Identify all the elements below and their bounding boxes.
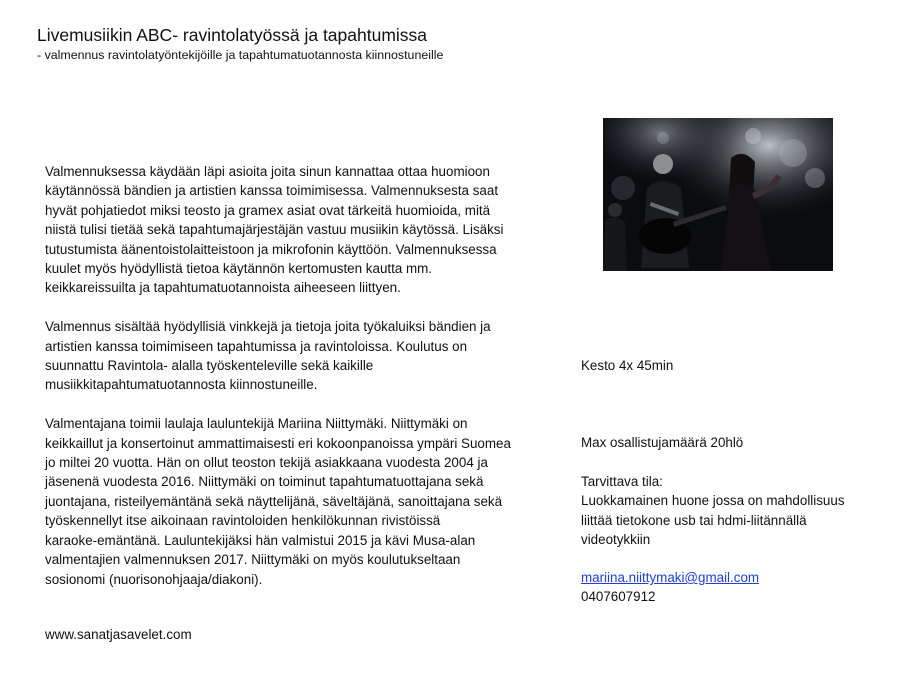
space-line: Luokkamainen huone jossa on mahdollisuus <box>581 493 845 509</box>
space-title: Tarvittava tila: <box>581 474 663 489</box>
text-line: artistien kanssa toimimiseen tapahtumissa ja ravintoloissa. Koulutus on <box>45 338 468 354</box>
text-line: Valmennuksessa käydään läpi asioita joita sinun kannattaa ottaa huomioon <box>45 164 490 179</box>
text-line: niistä tulisi tietää sekä tapahtumajärjestäjän vastuu musiikin käytössä. Lisäksi <box>45 222 504 238</box>
max-participants-text: Max osallistujamäärä 20hlö <box>581 435 744 450</box>
text-line: Valmennus sisältää hyödyllisiä vinkkejä ja tietoja joita työkaluiksi bändien ja <box>45 319 491 335</box>
email-link[interactable]: mariina.niittymaki@gmail.com <box>581 570 760 585</box>
main-text <box>45 162 545 608</box>
text-line: jäsenenä vuodesta 2016. Niittymäki on toiminut tapahtumatuottajana sekä <box>45 474 484 490</box>
text-line: keikkaillut ja konsertoinut ammattimaisesti eri kokoonpanoissa ympäri Suomea <box>45 435 511 451</box>
space-line: videotykkiin <box>581 532 651 548</box>
paragraph-contents <box>45 317 545 395</box>
text-line: käytännössä bändien ja artistien kanssa toimimisessa. Valmennuksesta saat <box>45 183 499 199</box>
website-link[interactable]: www.sanatjasavelet.com <box>45 627 192 642</box>
text-line: musiikkitapahtumatuotannosta kiinnostuneille. <box>45 377 318 393</box>
text-line: kuulet myös hyödyllistä tietoa käytännön kertomusten kautta mm. <box>45 261 433 277</box>
duration-text: Kesto 4x 45min <box>581 358 674 373</box>
paragraph-intro <box>45 162 545 298</box>
text-line: työskennellyt itse aikoinaan ravintoloiden henkilökunnan rivistöissä <box>45 513 441 529</box>
text-line: keikkareissuilta ja tapahtumatuotannoista aiheeseen liittyen. <box>45 280 401 296</box>
phone-number: 0407607912 <box>581 589 656 605</box>
text-line: juontajana, risteilyemäntänä sekä näyttelijänä, säveltäjänä, sanoittajana sekä <box>45 493 503 509</box>
page-title: Livemusiikin ABC- ravintolatyössä ja tapahtumissa <box>37 25 428 45</box>
text-line: sosionomi (nuorisonohjaaja/diakoni). <box>45 571 263 587</box>
page-subtitle: - valmennus ravintolatyöntekijöille ja tapahtumatuotannosta kiinnostuneille <box>37 48 444 62</box>
paragraph-coach <box>45 414 545 589</box>
text-line: valmentajien valmennuksen 2017. Niittymäki on myös koulutukseltaan <box>45 552 461 568</box>
space-line: liittää tietokone usb tai hdmi-liitännällä <box>581 512 807 528</box>
text-line: jo miltei 20 vuotta. Hän on ollut teoston tekijä asiakkaana vuodesta 2004 ja <box>45 455 488 471</box>
space-requirements <box>581 472 845 550</box>
text-line: tutustumista äänentoistolaitteistoon ja mikrofonin käyttöön. Valmennuksessa <box>45 241 497 257</box>
text-line: suunnattu Ravintola- alalla työskenteleville sekä kaikille <box>45 358 374 374</box>
performers-photo <box>603 118 833 271</box>
text-line: Valmentajana toimii laulaja lauluntekijä Mariina Niittymäki. Niittymäki on <box>45 416 468 432</box>
contact-block <box>581 568 759 607</box>
text-line: karaoke-emäntänä. Lauluntekijäksi hän valmistui 2015 ja kävi Musa-alan <box>45 532 476 548</box>
text-line: hyvät pohjatiedot miksi teosto ja gramex asiat ovat tärkeitä huomioida, mitä <box>45 202 491 218</box>
